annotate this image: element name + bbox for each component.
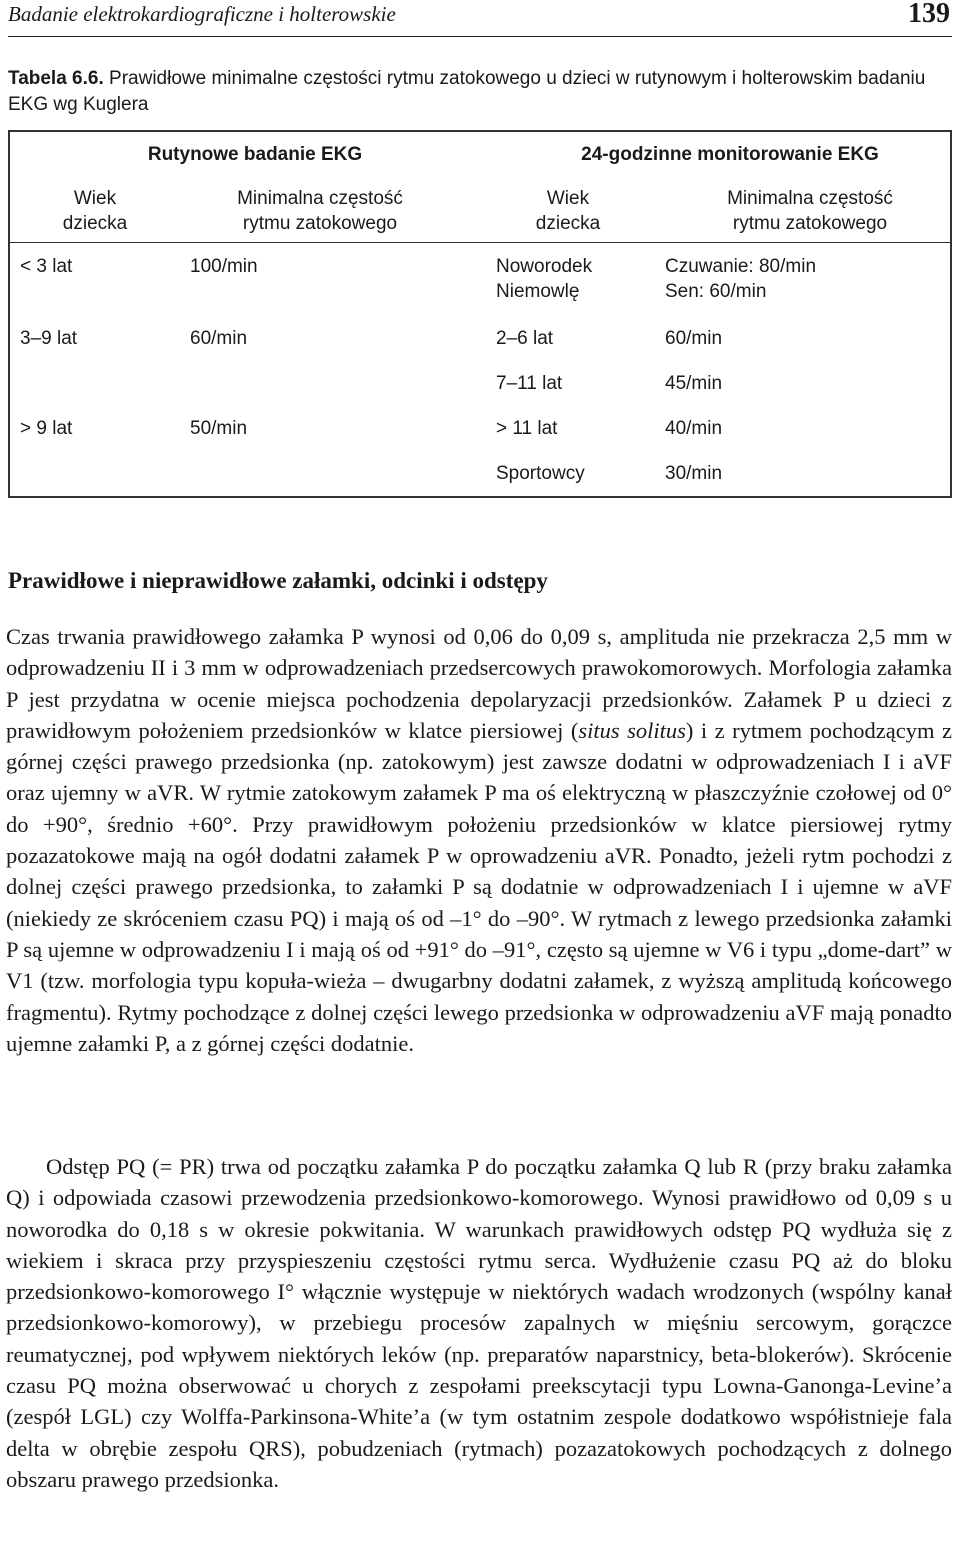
col-header-rate-line2: rytmu zatokowego: [732, 213, 888, 234]
running-header: [8, 0, 952, 37]
col-header-rate-line1: Minimalna częstość: [727, 188, 893, 209]
paragraph-text: Czas trwania prawidłowego załamka P wynosi od 0,06 do 0,09 s, amplituda nie przekracza 2,5 mm w odprowadzeniu II i 3 mm w odprowadzeniach przedsercowych prawokomorowych. Morfologia załamka P jest przydatna w ocenie miejsca pochodzenia depolaryzacji przedsionków. Załamek P u dzieci z prawidłowym położeniem przedsionków w klatce piersiowej (: [6, 624, 952, 743]
holter-age-cell: Sportowcy: [496, 463, 585, 484]
group-header-routine: Rutynowe badanie EKG: [147, 144, 363, 165]
col-header-age-line2: dziecka: [62, 213, 128, 234]
col-header-age-line1: Wiek: [73, 188, 117, 209]
section-heading: Prawidłowe i nieprawidłowe załamki, odcinki i odstępy: [8, 568, 548, 593]
holter-rate-cell: [665, 254, 816, 304]
holter-rate-cell: 30/min: [665, 463, 723, 484]
routine-rate-cell: 100/min: [190, 256, 258, 277]
col-header-rate-routine: [220, 186, 420, 236]
heart-rate-table: [8, 130, 952, 498]
table-caption-text: Prawidłowe minimalne częstości rytmu zatokowego u dzieci w rutynowym i holterowskim badaniu EKG wg Kuglera: [8, 68, 926, 115]
table-caption: [8, 66, 952, 118]
col-header-age-holter: [523, 186, 613, 236]
table-header-rule: [10, 242, 950, 243]
col-header-rate-line2: rytmu zatokowego: [242, 213, 398, 234]
holter-age-cell: 7–11 lat: [496, 373, 563, 394]
holter-age-cell: > 11 lat: [496, 418, 558, 439]
col-header-age-routine: [50, 186, 140, 236]
body-paragraph: Odstęp PQ (= PR) trwa od początku załamka P do początku załamka Q lub R (przy braku załamka Q) i odpowiada czasowi przewodzenia przedsionkowo-komorowego. Wynosi prawidłowo od 0,09 s u noworodka do 0,18 s w okresie pokwitania. W warunkach prawidłowych odstęp PQ wydłuża się z wiekiem i skraca przy przyspieszeniu częstości rytmu serca. Wydłużenie czasu PQ aż do bloku przedsionkowo-komorowego I° włącznie występuje w niektórych wadach wrodzonych (wspólny kanał przedsionkowo-komorowy), w przebiegu procesów zapalnych w mięśniu sercowym, gorączce reumatycznej, pod wpływem niektórych leków (np. preparatów naparstnicy, beta-blokerów). Skrócenie czasu PQ można obserwować u chorych z zespołami preekscytacji typu Lowna-Ganonga-Levine’a (zespół LGL) czy Wolffa-Parkinsona-White’a (w tym ostatnim zespole dodatkowo współistnieje fala delta w obrębie zespołu QRS), pobudzeniach (rytmach) pozazatokowych pochodzących z dolnego obszaru prawego przedsionka.: [6, 1154, 952, 1492]
col-header-age-line2: dziecka: [535, 213, 601, 234]
holter-rate-line: Sen: 60/min: [665, 281, 767, 302]
col-header-rate-holter: [710, 186, 910, 236]
holter-rate-cell: 60/min: [665, 328, 723, 349]
routine-age-cell: > 9 lat: [20, 418, 73, 439]
page-number: 139: [908, 0, 950, 29]
routine-rate-cell: 50/min: [190, 418, 248, 439]
latin-term: situs solitus: [578, 717, 686, 743]
body-paragraph: [6, 621, 952, 1059]
holter-age-cell: [496, 254, 592, 304]
holter-rate-cell: 45/min: [665, 373, 723, 394]
routine-rate-cell: 60/min: [190, 328, 248, 349]
group-header-holter: 24-godzinne monitorowanie EKG: [581, 144, 879, 165]
holter-rate-line: Czuwanie: 80/min: [665, 256, 817, 277]
holter-age-line: Niemowlę: [496, 281, 580, 302]
holter-age-cell: 2–6 lat: [496, 328, 554, 349]
table-label: Tabela 6.6.: [8, 68, 104, 89]
col-header-age-line1: Wiek: [546, 188, 590, 209]
col-header-rate-line1: Minimalna częstość: [237, 188, 403, 209]
holter-rate-cell: 40/min: [665, 418, 723, 439]
routine-age-cell: 3–9 lat: [20, 328, 78, 349]
paragraph-text: ) i z rytmem pochodzącym z górnej części prawego przedsionka (np. zatokowym) jest zawsze dodatni w odprowadzeniach I i aVF oraz ujemny w aVR. W rytmie zatokowym załamek P ma oś elektryczną w płaszczyźnie czołowej od 0° do +90°, średnio +60°. Przy prawidłowym położeniu przedsionków w klatce piersiowej rytmy pozazatokowe mają na ogół dodatni załamek P w oprowadzeniu aVR. Ponadto, jeżeli rytm pochodzi z dolnej części prawego przedsionka, to załamki P są dodatnie w odprowadzeniach I i ujemne w aVF (niekiedy ze skróceniem czasu PQ) i mają oś od –1° do –90°. W rytmach z lewego przedsionka załamki P są ujemne w odprowadzeniu I i mają oś od +91° do –91°, często są ujemne w V6 i typu „dome-dart” w V1 (tzw. morfologia typu kopuła-wieża – dwugarbny dodatni załamek, z wyższą amplitudą końcowego fragmentu). Rytmy pochodzące z dolnej części lewego przedsionka w odprowadzeniu aVF mają ponadto ujemne załamki P, a z górnej części dodatnie.: [6, 717, 952, 1056]
running-title: Badanie elektrokardiograficzne i holterowskie: [8, 2, 396, 26]
holter-age-line: Noworodek: [496, 256, 593, 277]
routine-age-cell: < 3 lat: [20, 256, 73, 277]
